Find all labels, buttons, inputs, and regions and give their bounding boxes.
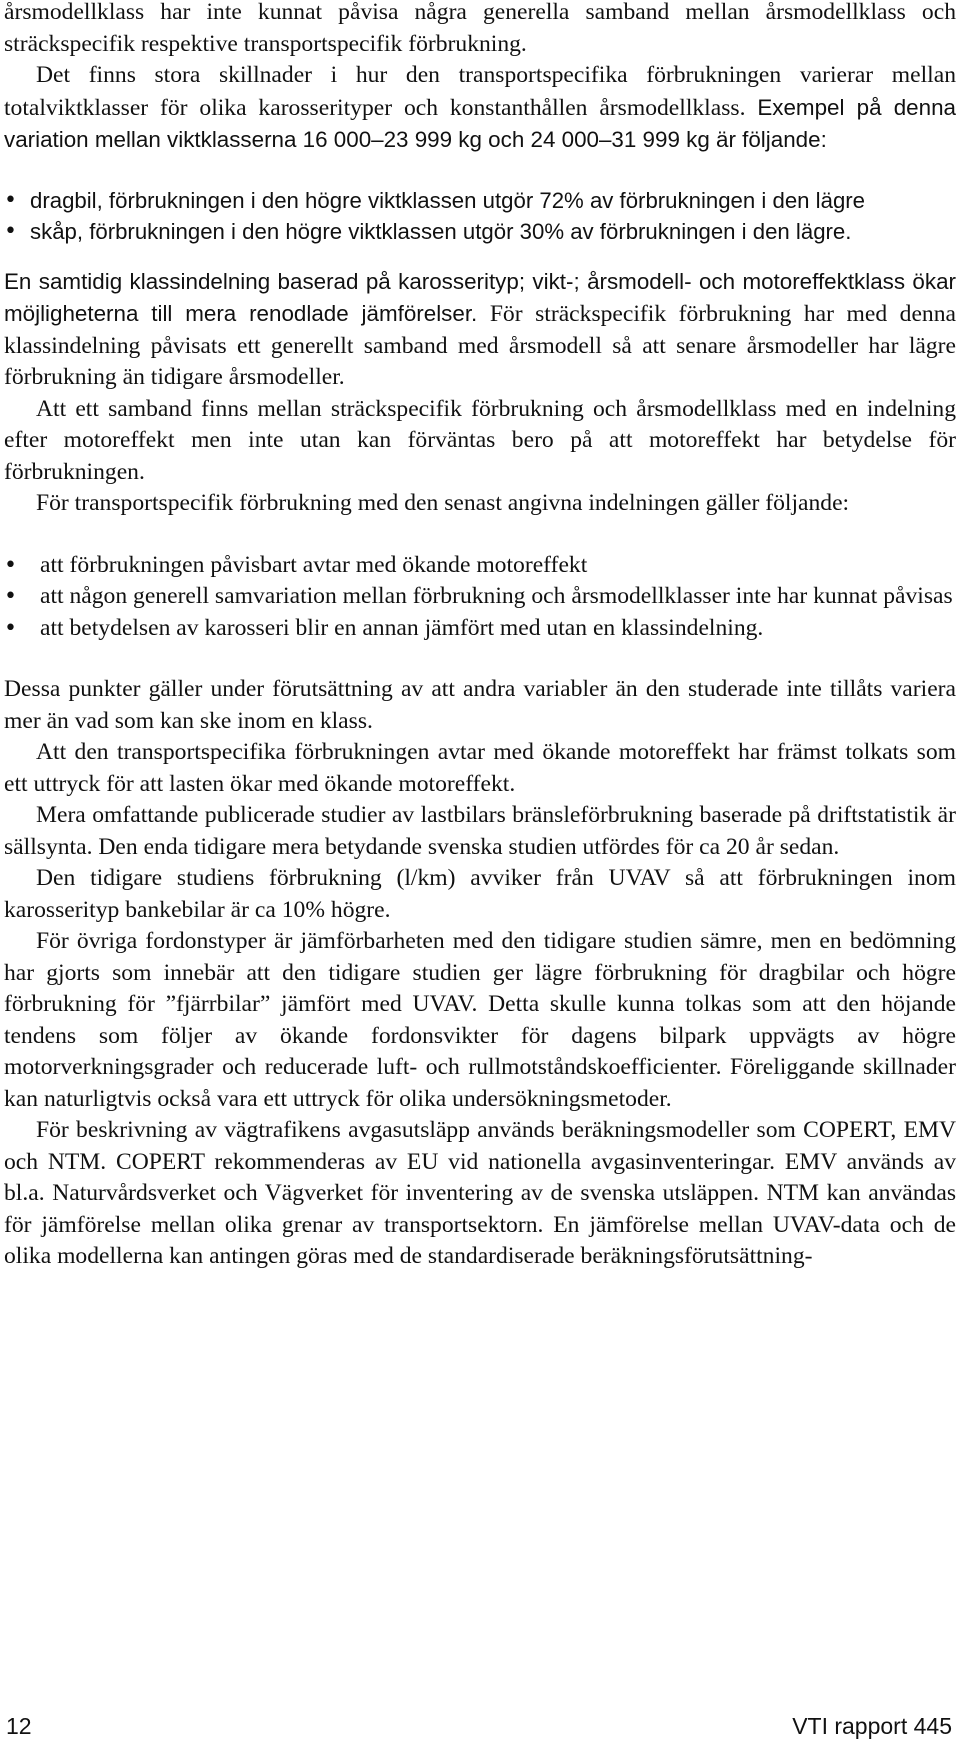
paragraph <box>4 1115 956 1273</box>
paragraph-text: För beskrivning av vägtrafikens avgasutsläpp används beräkningsmodeller som COPERT, EMV och NTM. COPERT rekommenderas av EU vid nationella avgasinventeringar. EMV används av bl.a. Naturvårdsverket och Vägverket för inventering av de svenska utsläppen. NTM kan användas för jämförelse mellan olika grenar av transportsektorn. En jämförelse mellan UVAV-data och de olika modellerna kan antingen göras med de standardiserade beräkningsförutsättning- <box>4 1117 956 1269</box>
paragraph <box>4 863 956 926</box>
paragraph-text: För sträckspecifik förbrukning har med denna klassindelning påvisats ett generellt samband med årsmodell så att senare årsmodeller har lägre förbrukning än tidigare årsmodeller. <box>4 301 956 390</box>
paragraph-text: Att ett samband finns mellan sträckspecifik förbrukning och årsmodellklass med en indelning efter motoreffekt men inte utan kan förväntas bero på att motoreffekt har betydelse för förbrukningen. <box>4 395 956 485</box>
paragraph-text: För transportspecifik förbrukning med den senast angivna indelningen gäller följande: <box>36 490 850 516</box>
paragraph-text: Dessa punkter gäller under förutsättning av att andra variabler än den studerade inte tillåts variera mer än vad som kan ske inom en klass. <box>4 676 956 734</box>
paragraph-text: Det finns stora skillnader i hur den transportspecifika förbrukningen varierar mellan totalviktklasser för olika karosserityper och konstanthållen årsmodellklass. <box>4 62 956 121</box>
bullet-list <box>4 185 956 248</box>
bullet-list <box>4 550 956 645</box>
paragraph-text: Den tidigare studiens förbrukning (l/km) avviker från UVAV så att förbrukningen inom karosserityp bankebilar är ca 10% högre. <box>4 865 956 923</box>
page-footer <box>0 1705 960 1745</box>
list-item: • att någon generell samvariation mellan förbrukning och årsmodellklasser inte har kunnat påvisas <box>4 581 956 613</box>
paragraph <box>4 488 956 520</box>
paragraph-text: Mera omfattande publicerade studier av lastbilars bränsleförbrukning baserade på driftstatistik är sällsynta. Den enda tidigare mera betydande svenska studien utfördes för ca 20 år sedan. <box>4 802 956 860</box>
paragraph <box>4 800 956 863</box>
paragraph <box>4 394 956 489</box>
paragraph-text: Att den transportspecifika förbrukningen avtar med ökande motoreffekt har främst tolkats som ett uttryck för att lasten ökar med ökande motoreffekt. <box>4 739 956 797</box>
list-item: • att förbrukningen påvisbart avtar med ökande motoreffekt <box>4 550 956 582</box>
paragraph <box>4 926 956 1115</box>
body-text <box>4 0 956 1273</box>
list-item: • skåp, förbrukningen i den högre viktklassen utgör 30% av förbrukningen i den lägre. <box>4 216 956 248</box>
paragraph-text: En samtidig klassindelning baserad på karosserityp; vikt-; årsmodell- och motoreffektklass ökar möjligheterna till mera renodlade jämförelser. <box>4 268 956 326</box>
paragraph-text: För övriga fordonstyper är jämförbarheten med den tidigare studien sämre, men en bedömning har gjorts som innebär att den tidigare studien ger lägre förbrukning för dragbilar och högre förbrukning för ”fjärrbilar” jämfört med UVAV. Detta skulle kunna tolkas som att den höjande tendens som följer av ökande fordonsvikter för dagens bilpark uppvägts av högre motorverkningsgrader och reducerade luft- och rullmotståndskoefficienter. Föreliggande skillnader kan naturligtvis också vara ett uttryck för olika undersökningsmetoder. <box>4 928 956 1112</box>
paragraph <box>4 60 956 157</box>
report-name: VTI rapport 445 <box>792 1713 952 1739</box>
list-item: • dragbil, förbrukningen i den högre viktklassen utgör 72% av förbrukningen i den lägre <box>4 185 956 217</box>
paragraph <box>4 674 956 737</box>
page-number: 12 <box>6 1713 32 1739</box>
paragraph-text: årsmodellklass har inte kunnat påvisa några generella samband mellan årsmodellklass och sträckspecifik respektive transportspecifik förbrukning. <box>4 0 956 57</box>
paragraph <box>4 266 956 394</box>
paragraph <box>4 737 956 800</box>
paragraph-text: Exempel på denna variation mellan viktklasserna 16 000–23 999 kg och 24 000–31 999 kg är följande: <box>4 94 956 152</box>
list-item: • att betydelsen av karosseri blir en annan jämfört med utan en klassindelning. <box>4 613 956 645</box>
paragraph <box>4 0 956 60</box>
